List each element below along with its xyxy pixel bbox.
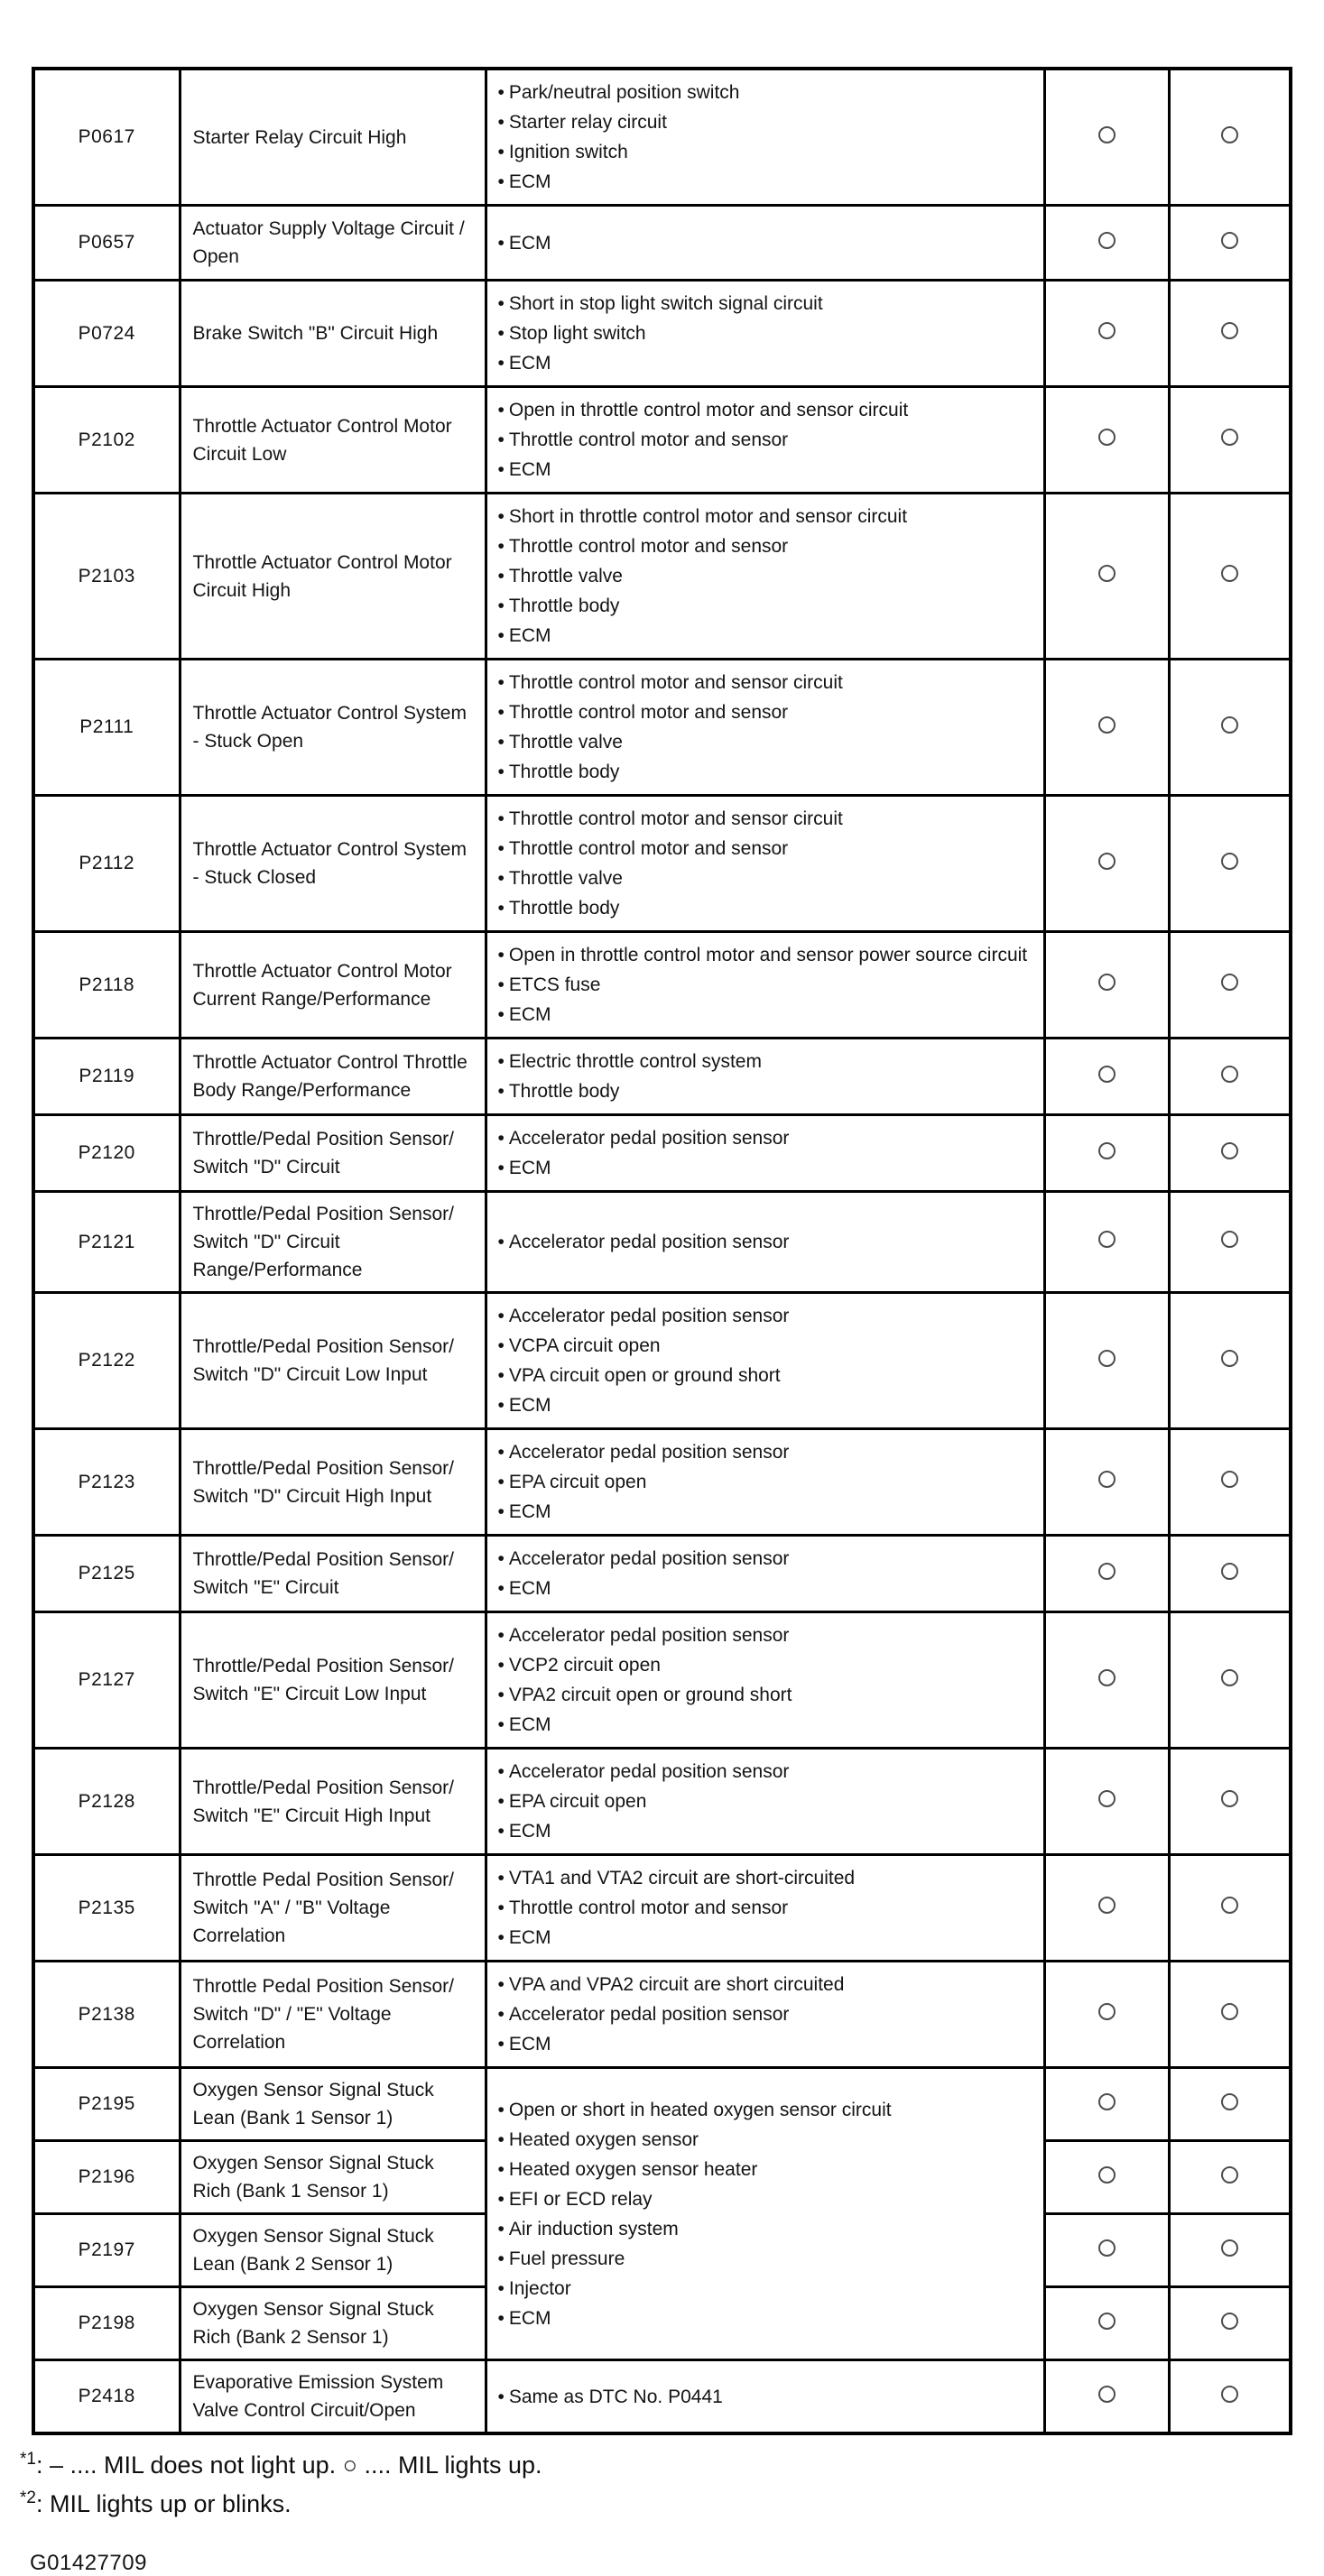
dtc-description-cell: Throttle/Pedal Position Sensor/ Switch "D" Circuit High Input — [180, 1429, 486, 1536]
trouble-area-item: • Throttle control motor and sensor — [498, 834, 1036, 863]
mil-circle-icon — [1098, 1350, 1116, 1367]
dtc-description-cell: Oxygen Sensor Signal Stuck Rich (Bank 2 Sensor 1) — [180, 2287, 486, 2360]
mil-circle-icon — [1098, 716, 1116, 734]
trouble-area-item: • EFI or ECD relay — [498, 2184, 1036, 2214]
mil-circle-icon — [1221, 2166, 1238, 2184]
trouble-area-item: • Stop light switch — [498, 319, 1036, 348]
trouble-area-cell — [486, 932, 1044, 1039]
mil-cell-1 — [1044, 2287, 1169, 2360]
mil-cell-2 — [1169, 796, 1291, 932]
trouble-area-item: • Short in stop light switch signal circuit — [498, 289, 1036, 319]
footnotes — [20, 2450, 1324, 2518]
mil-circle-icon — [1098, 1897, 1116, 1914]
mil-cell-1 — [1044, 2214, 1169, 2287]
trouble-area-item: • VTA1 and VTA2 circuit are short-circuited — [498, 1863, 1036, 1893]
trouble-area-item: • Throttle body — [498, 1076, 1036, 1106]
trouble-area-item: • ECM — [498, 1574, 1036, 1603]
trouble-area-item: • ECM — [498, 2304, 1036, 2333]
mil-circle-icon — [1098, 322, 1116, 339]
table-row — [33, 206, 1291, 281]
mil-cell-2 — [1169, 1192, 1291, 1293]
dtc-description-cell: Throttle/Pedal Position Sensor/ Switch "D" Circuit Low Input — [180, 1293, 486, 1429]
mil-circle-icon — [1098, 1669, 1116, 1686]
mil-circle-icon — [1098, 1563, 1116, 1580]
mil-circle-icon — [1221, 853, 1238, 870]
table-row — [33, 660, 1291, 796]
trouble-area-item: • VCP2 circuit open — [498, 1650, 1036, 1680]
mil-cell-1 — [1044, 1855, 1169, 1962]
mil-circle-icon — [1098, 853, 1116, 870]
trouble-area-item: • Throttle control motor and sensor circuit — [498, 804, 1036, 834]
mil-circle-icon — [1221, 1231, 1238, 1248]
scanned-manual-page — [0, 67, 1324, 2576]
footnote-memory-legend — [20, 2488, 1324, 2518]
mil-cell-2 — [1169, 2360, 1291, 2434]
trouble-area-item: • Heated oxygen sensor heater — [498, 2155, 1036, 2184]
trouble-area-item: • Accelerator pedal position sensor — [498, 1123, 1036, 1153]
mil-cell-2 — [1169, 69, 1291, 206]
mil-circle-icon — [1098, 232, 1116, 249]
table-row — [33, 1115, 1291, 1192]
mil-circle-icon — [1221, 1563, 1238, 1580]
trouble-area-item: • Throttle body — [498, 591, 1036, 621]
trouble-area-item: • ECM — [498, 2029, 1036, 2059]
dtc-description-cell: Oxygen Sensor Signal Stuck Lean (Bank 1 Sensor 1) — [180, 2068, 486, 2141]
dtc-description-cell: Throttle/Pedal Position Sensor/ Switch "E" Circuit High Input — [180, 1749, 486, 1855]
table-row — [33, 1039, 1291, 1115]
dtc-code-cell: P2128 — [33, 1749, 180, 1855]
dtc-description-cell: Throttle/Pedal Position Sensor/ Switch "D" Circuit — [180, 1115, 486, 1192]
trouble-area-cell — [486, 2068, 1044, 2360]
trouble-area-item: • Injector — [498, 2274, 1036, 2304]
footnote-mil-legend — [20, 2450, 1324, 2479]
mil-circle-icon — [1098, 2166, 1116, 2184]
dtc-code-cell: P2127 — [33, 1612, 180, 1749]
trouble-area-item: • Accelerator pedal position sensor — [498, 1757, 1036, 1787]
dtc-code-cell: P2111 — [33, 660, 180, 796]
dtc-description-cell: Oxygen Sensor Signal Stuck Lean (Bank 2 Sensor 1) — [180, 2214, 486, 2287]
mil-cell-1 — [1044, 2141, 1169, 2214]
mil-cell-1 — [1044, 1039, 1169, 1115]
dtc-code-cell: P2112 — [33, 796, 180, 932]
mil-cell-1 — [1044, 206, 1169, 281]
mil-circle-icon — [1098, 1231, 1116, 1248]
trouble-area-item: • Throttle body — [498, 893, 1036, 923]
mil-cell-2 — [1169, 660, 1291, 796]
dtc-description-cell: Throttle Actuator Control System - Stuck Closed — [180, 796, 486, 932]
mil-cell-2 — [1169, 387, 1291, 494]
table-row — [33, 387, 1291, 494]
dtc-code-cell: P2135 — [33, 1855, 180, 1962]
dtc-table-body — [33, 69, 1291, 2433]
trouble-area-cell — [486, 1293, 1044, 1429]
trouble-area-item: • ECM — [498, 1710, 1036, 1740]
trouble-area-item: • ECM — [498, 1497, 1036, 1527]
footnote-text: : MIL lights up or blinks. — [35, 2490, 292, 2517]
trouble-area-item: • ECM — [498, 1390, 1036, 1420]
trouble-area-item: • EPA circuit open — [498, 1467, 1036, 1497]
trouble-area-item: • Open in throttle control motor and sensor circuit — [498, 395, 1036, 425]
mil-cell-2 — [1169, 1536, 1291, 1612]
trouble-area-item: • Accelerator pedal position sensor — [498, 1437, 1036, 1467]
mil-cell-2 — [1169, 1039, 1291, 1115]
footnote-text: : – .... MIL does not light up. ○ .... MIL lights up. — [35, 2451, 542, 2479]
mil-cell-1 — [1044, 281, 1169, 387]
trouble-area-item: • VPA circuit open or ground short — [498, 1361, 1036, 1390]
trouble-area-item: • Electric throttle control system — [498, 1047, 1036, 1076]
dtc-code-cell: P2121 — [33, 1192, 180, 1293]
mil-cell-2 — [1169, 494, 1291, 660]
trouble-area-cell — [486, 1115, 1044, 1192]
mil-cell-2 — [1169, 1962, 1291, 2068]
footnote-marker: *2 — [20, 2488, 36, 2507]
table-row — [33, 1612, 1291, 1749]
dtc-description-cell: Throttle Pedal Position Sensor/ Switch "D" / "E" Voltage Correlation — [180, 1962, 486, 2068]
mil-cell-1 — [1044, 1536, 1169, 1612]
trouble-area-item: • ECM — [498, 1923, 1036, 1953]
mil-circle-icon — [1221, 565, 1238, 582]
dtc-code-cell: P2119 — [33, 1039, 180, 1115]
trouble-area-item: • Air induction system — [498, 2214, 1036, 2244]
mil-circle-icon — [1221, 1142, 1238, 1159]
trouble-area-item: • VPA and VPA2 circuit are short circuited — [498, 1970, 1036, 1999]
table-row — [33, 1192, 1291, 1293]
trouble-area-item: • ECM — [498, 348, 1036, 378]
trouble-area-cell — [486, 1536, 1044, 1612]
dtc-code-cell: P0617 — [33, 69, 180, 206]
table-row — [33, 69, 1291, 206]
mil-cell-2 — [1169, 2068, 1291, 2141]
trouble-area-item: • Throttle valve — [498, 727, 1036, 757]
dtc-code-cell: P2195 — [33, 2068, 180, 2141]
dtc-code-cell: P2102 — [33, 387, 180, 494]
mil-circle-icon — [1098, 2093, 1116, 2110]
trouble-area-item: • ECM — [498, 167, 1036, 197]
trouble-area-cell — [486, 69, 1044, 206]
table-row — [33, 1429, 1291, 1536]
footnote-marker: *1 — [20, 2450, 36, 2469]
dtc-description-cell: Throttle Actuator Control Motor Circuit Low — [180, 387, 486, 494]
table-row — [33, 1293, 1291, 1429]
mil-circle-icon — [1098, 1066, 1116, 1083]
mil-cell-1 — [1044, 1192, 1169, 1293]
dtc-description-cell: Throttle Actuator Control Throttle Body Range/Performance — [180, 1039, 486, 1115]
trouble-area-cell — [486, 1962, 1044, 2068]
dtc-code-cell: P2118 — [33, 932, 180, 1039]
mil-circle-icon — [1221, 429, 1238, 446]
trouble-area-cell — [486, 1749, 1044, 1855]
mil-circle-icon — [1098, 2386, 1116, 2403]
dtc-code-cell: P2122 — [33, 1293, 180, 1429]
mil-cell-2 — [1169, 206, 1291, 281]
mil-circle-icon — [1098, 974, 1116, 991]
mil-circle-icon — [1098, 2313, 1116, 2330]
trouble-area-item: • Open in throttle control motor and sensor power source circuit — [498, 940, 1036, 970]
trouble-area-item: • Heated oxygen sensor — [498, 2125, 1036, 2155]
trouble-area-item: • Park/neutral position switch — [498, 78, 1036, 107]
trouble-area-item: • Starter relay circuit — [498, 107, 1036, 137]
dtc-description-cell: Throttle Actuator Control System - Stuck Open — [180, 660, 486, 796]
trouble-area-item: • Throttle control motor and sensor circuit — [498, 668, 1036, 697]
trouble-area-item: • Throttle control motor and sensor — [498, 425, 1036, 455]
mil-circle-icon — [1221, 1350, 1238, 1367]
dtc-description-cell: Throttle Pedal Position Sensor/ Switch "A" / "B" Voltage Correlation — [180, 1855, 486, 1962]
trouble-area-item: • Throttle control motor and sensor — [498, 531, 1036, 561]
mil-circle-icon — [1221, 126, 1238, 143]
mil-cell-2 — [1169, 1429, 1291, 1536]
mil-cell-2 — [1169, 2141, 1291, 2214]
mil-circle-icon — [1221, 974, 1238, 991]
mil-cell-1 — [1044, 1293, 1169, 1429]
trouble-area-item: • ECM — [498, 621, 1036, 651]
trouble-area-item: • Throttle valve — [498, 561, 1036, 591]
mil-circle-icon — [1098, 1471, 1116, 1488]
trouble-area-cell — [486, 660, 1044, 796]
mil-cell-1 — [1044, 1115, 1169, 1192]
table-row — [33, 2360, 1291, 2434]
trouble-area-cell — [486, 1192, 1044, 1293]
trouble-area-item: • EPA circuit open — [498, 1787, 1036, 1816]
dtc-code-cell: P0724 — [33, 281, 180, 387]
trouble-area-item: • Throttle control motor and sensor — [498, 1893, 1036, 1923]
dtc-code-cell: P2138 — [33, 1962, 180, 2068]
trouble-area-item: • ECM — [498, 1816, 1036, 1846]
mil-cell-1 — [1044, 2360, 1169, 2434]
mil-circle-icon — [1098, 429, 1116, 446]
table-row — [33, 796, 1291, 932]
trouble-area-item: • Accelerator pedal position sensor — [498, 1227, 1036, 1257]
trouble-area-item: • Fuel pressure — [498, 2244, 1036, 2274]
mil-cell-2 — [1169, 1115, 1291, 1192]
mil-circle-icon — [1221, 2093, 1238, 2110]
mil-circle-icon — [1098, 2003, 1116, 2020]
trouble-area-item: • Short in throttle control motor and sensor circuit — [498, 502, 1036, 531]
trouble-area-item: • ECM — [498, 228, 1036, 258]
trouble-area-cell — [486, 494, 1044, 660]
dtc-code-cell: P2103 — [33, 494, 180, 660]
dtc-description-cell: Evaporative Emission System Valve Control Circuit/Open — [180, 2360, 486, 2434]
figure-id-label: G01427709 — [30, 2551, 147, 2575]
dtc-table — [32, 67, 1292, 2435]
trouble-area-item: • Throttle control motor and sensor — [498, 697, 1036, 727]
mil-circle-icon — [1221, 1066, 1238, 1083]
trouble-area-item: • VPA2 circuit open or ground short — [498, 1680, 1036, 1710]
mil-circle-icon — [1221, 1471, 1238, 1488]
dtc-code-cell: P2198 — [33, 2287, 180, 2360]
dtc-description-cell: Throttle/Pedal Position Sensor/ Switch "E" Circuit — [180, 1536, 486, 1612]
mil-cell-1 — [1044, 660, 1169, 796]
mil-cell-1 — [1044, 69, 1169, 206]
trouble-area-cell — [486, 1855, 1044, 1962]
trouble-area-item: • Open or short in heated oxygen sensor circuit — [498, 2095, 1036, 2125]
table-row — [33, 2068, 1291, 2141]
mil-cell-1 — [1044, 2068, 1169, 2141]
trouble-area-item: • ECM — [498, 1000, 1036, 1029]
mil-circle-icon — [1221, 2386, 1238, 2403]
mil-circle-icon — [1221, 322, 1238, 339]
trouble-area-item: • Throttle body — [498, 757, 1036, 787]
table-row — [33, 281, 1291, 387]
mil-cell-1 — [1044, 387, 1169, 494]
mil-cell-2 — [1169, 1612, 1291, 1749]
trouble-area-cell — [486, 1612, 1044, 1749]
trouble-area-item: • Accelerator pedal position sensor — [498, 1544, 1036, 1574]
mil-circle-icon — [1221, 1897, 1238, 1914]
table-row — [33, 932, 1291, 1039]
mil-cell-1 — [1044, 1612, 1169, 1749]
mil-circle-icon — [1098, 1142, 1116, 1159]
trouble-area-cell — [486, 2360, 1044, 2434]
trouble-area-item: • VCPA circuit open — [498, 1331, 1036, 1361]
table-row — [33, 1855, 1291, 1962]
mil-circle-icon — [1098, 126, 1116, 143]
mil-cell-1 — [1044, 1429, 1169, 1536]
trouble-area-item: • Ignition switch — [498, 137, 1036, 167]
mil-circle-icon — [1098, 565, 1116, 582]
mil-circle-icon — [1221, 232, 1238, 249]
mil-cell-1 — [1044, 796, 1169, 932]
dtc-code-cell: P2418 — [33, 2360, 180, 2434]
table-row — [33, 1962, 1291, 2068]
trouble-area-cell — [486, 281, 1044, 387]
trouble-area-item: • ECM — [498, 1153, 1036, 1183]
trouble-area-item: • ETCS fuse — [498, 970, 1036, 1000]
mil-circle-icon — [1221, 2313, 1238, 2330]
dtc-code-cell: P2125 — [33, 1536, 180, 1612]
mil-cell-2 — [1169, 281, 1291, 387]
mil-cell-1 — [1044, 932, 1169, 1039]
mil-cell-2 — [1169, 932, 1291, 1039]
mil-circle-icon — [1098, 1790, 1116, 1807]
dtc-description-cell: Starter Relay Circuit High — [180, 69, 486, 206]
mil-circle-icon — [1098, 2239, 1116, 2257]
mil-cell-2 — [1169, 1749, 1291, 1855]
dtc-description-cell: Oxygen Sensor Signal Stuck Rich (Bank 1 Sensor 1) — [180, 2141, 486, 2214]
mil-circle-icon — [1221, 2003, 1238, 2020]
trouble-area-cell — [486, 1429, 1044, 1536]
mil-cell-2 — [1169, 2287, 1291, 2360]
trouble-area-cell — [486, 1039, 1044, 1115]
mil-cell-1 — [1044, 494, 1169, 660]
mil-circle-icon — [1221, 716, 1238, 734]
trouble-area-cell — [486, 206, 1044, 281]
mil-circle-icon — [1221, 1669, 1238, 1686]
mil-circle-icon — [1221, 1790, 1238, 1807]
dtc-code-cell: P2123 — [33, 1429, 180, 1536]
mil-circle-icon — [1221, 2239, 1238, 2257]
trouble-area-cell — [486, 387, 1044, 494]
trouble-area-item: • Accelerator pedal position sensor — [498, 1620, 1036, 1650]
trouble-area-cell — [486, 796, 1044, 932]
dtc-code-cell: P2197 — [33, 2214, 180, 2287]
dtc-description-cell: Throttle/Pedal Position Sensor/ Switch "D" Circuit Range/Performance — [180, 1192, 486, 1293]
dtc-description-cell: Brake Switch "B" Circuit High — [180, 281, 486, 387]
trouble-area-item: • Throttle valve — [498, 863, 1036, 893]
trouble-area-item: • Accelerator pedal position sensor — [498, 1301, 1036, 1331]
table-row — [33, 494, 1291, 660]
table-row — [33, 1749, 1291, 1855]
trouble-area-item: • ECM — [498, 455, 1036, 485]
mil-cell-2 — [1169, 1855, 1291, 1962]
mil-cell-2 — [1169, 1293, 1291, 1429]
table-row — [33, 1536, 1291, 1612]
trouble-area-item: • Same as DTC No. P0441 — [498, 2382, 1036, 2412]
trouble-area-item: • Accelerator pedal position sensor — [498, 1999, 1036, 2029]
mil-cell-1 — [1044, 1962, 1169, 2068]
dtc-description-cell: Throttle Actuator Control Motor Current Range/Performance — [180, 932, 486, 1039]
dtc-description-cell: Throttle Actuator Control Motor Circuit High — [180, 494, 486, 660]
mil-cell-2 — [1169, 2214, 1291, 2287]
dtc-code-cell: P2120 — [33, 1115, 180, 1192]
dtc-description-cell: Throttle/Pedal Position Sensor/ Switch "E" Circuit Low Input — [180, 1612, 486, 1749]
dtc-description-cell: Actuator Supply Voltage Circuit / Open — [180, 206, 486, 281]
mil-cell-1 — [1044, 1749, 1169, 1855]
dtc-code-cell: P0657 — [33, 206, 180, 281]
dtc-code-cell: P2196 — [33, 2141, 180, 2214]
